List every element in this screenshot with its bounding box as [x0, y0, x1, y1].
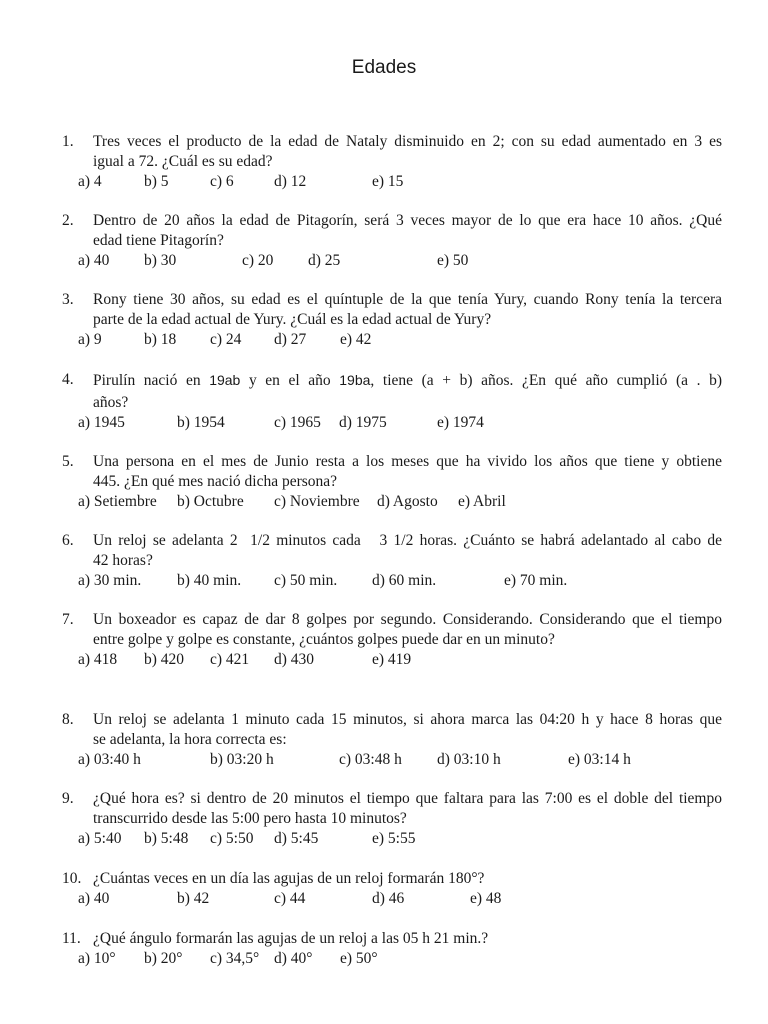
option-d: d) 60 min. — [372, 572, 437, 589]
question-4-line-2: años? — [93, 394, 129, 411]
option-c: c) 34,5° — [210, 950, 260, 967]
option-c: c) 20 — [242, 252, 274, 269]
question-number: 6. — [62, 532, 74, 549]
question-9 — [62, 789, 722, 849]
option-c: c) 1965 — [274, 414, 321, 431]
question-11-options — [62, 949, 722, 969]
question-9-options — [62, 829, 722, 849]
option-b: b) 5:48 — [144, 830, 189, 847]
question-6-line-2: 42 horas? — [93, 552, 153, 569]
option-b: b) 18 — [144, 331, 177, 348]
option-b: b) Octubre — [177, 493, 244, 510]
question-number: 4. — [62, 371, 74, 388]
question-3 — [62, 290, 722, 350]
question-1-options — [62, 172, 722, 192]
question-number: 8. — [62, 711, 74, 728]
question-number: 10. — [62, 870, 82, 887]
question-9-line-2: transcurrido desde las 5:00 pero hasta 10 minutos? — [93, 810, 407, 827]
question-7 — [62, 610, 722, 670]
option-a: a) 4 — [78, 173, 102, 190]
question-1-line-1: 1. Tres veces el producto de la edad de Nataly disminuido en 2; con su edad aumentado en 3 es — [62, 133, 722, 150]
option-a: a) 40 — [78, 252, 110, 269]
option-c: c) Noviembre — [274, 493, 360, 510]
option-e: e) 1974 — [437, 414, 484, 431]
option-e: e) 70 min. — [504, 572, 568, 589]
question-9-line-1: 9. ¿Qué hora es? si dentro de 20 minutos el tiempo que faltara para las 7:00 es el doble del tiempo — [62, 790, 722, 807]
option-d: d) Agosto — [377, 493, 438, 510]
question-8-line-2: se adelanta, la hora correcta es: — [93, 731, 287, 748]
question-number: 11. — [62, 930, 81, 947]
option-e: e) 5:55 — [372, 830, 416, 847]
question-10-line-1: 10. ¿Cuántas veces en un día las agujas de un reloj formarán 180°? — [62, 870, 485, 887]
question-number: 2. — [62, 212, 74, 229]
option-e: e) 42 — [340, 331, 372, 348]
question-6-line-1: 6. Un reloj se adelanta 2 1/2 minutos cada 3 1/2 horas. ¿Cuánto se habrá adelantado al cabo de — [62, 532, 722, 549]
question-number: 3. — [62, 291, 74, 308]
option-e: e) Abril — [458, 493, 506, 510]
option-e: e) 48 — [470, 890, 502, 907]
question-7-line-1: 7. Un boxeador es capaz de dar 8 golpes por segundo. Considerando. Considerando que el tiempo — [62, 611, 722, 628]
option-b: b) 03:20 h — [210, 751, 274, 768]
option-c: c) 03:48 h — [339, 751, 402, 768]
option-b: b) 42 — [177, 890, 210, 907]
option-d: d) 27 — [274, 331, 307, 348]
option-c: c) 24 — [210, 331, 242, 348]
question-number: 7. — [62, 611, 74, 628]
question-1 — [62, 132, 722, 192]
option-e: e) 03:14 h — [568, 751, 631, 768]
question-8 — [62, 710, 722, 770]
option-e: e) 50 — [437, 252, 469, 269]
option-a: a) 40 — [78, 890, 110, 907]
question-3-line-2: parte de la edad actual de Yury. ¿Cuál es la edad actual de Yury? — [93, 311, 492, 328]
option-d: d) 430 — [274, 651, 315, 668]
option-a: a) 9 — [78, 331, 102, 348]
option-d: d) 46 — [372, 890, 405, 907]
question-4-line-1: 4. Pirulín nació en 19ab y en el año 19ba, tiene (a + b) años. ¿En qué año cumplió (a . b) — [62, 371, 722, 389]
question-5-line-1: 5. Una persona en el mes de Junio resta a los meses que ha vivido los años que tiene y obtiene — [62, 453, 722, 470]
question-11-line-1: 11. ¿Qué ángulo formarán las agujas de un reloj a las 05 h 21 min.? — [62, 930, 489, 947]
question-3-line-1: 3. Rony tiene 30 años, su edad es el quíntuple de la que tenía Yury, cuando Rony tenía la tercera — [62, 291, 722, 308]
expression-19ba: 19ba — [339, 372, 371, 388]
question-number: 9. — [62, 790, 74, 807]
option-a: a) Setiembre — [78, 493, 157, 510]
question-2-line-2: edad tiene Pitagorín? — [93, 232, 224, 249]
question-7-line-2: entre golpe y golpe es constante, ¿cuántos golpes puede dar en un minuto? — [93, 631, 555, 648]
question-8-line-1: 8. Un reloj se adelanta 1 minuto cada 15 minutos, si ahora marca las 04:20 h y hace 8 horas que — [62, 711, 722, 728]
option-d: d) 03:10 h — [437, 751, 501, 768]
question-7-options — [62, 650, 722, 670]
question-8-options — [62, 750, 722, 770]
option-d: d) 5:45 — [274, 830, 319, 847]
question-number: 1. — [62, 133, 74, 150]
question-2 — [62, 211, 722, 271]
option-b: b) 20° — [144, 950, 183, 967]
option-e: e) 50° — [340, 950, 378, 967]
option-b: b) 40 min. — [177, 572, 242, 589]
option-a: a) 5:40 — [78, 830, 122, 847]
option-b: b) 5 — [144, 173, 169, 190]
question-5-line-2: 445. ¿En qué mes nació dicha persona? — [93, 473, 338, 490]
question-10-options — [62, 889, 722, 909]
option-d: d) 12 — [274, 173, 307, 190]
option-a: a) 418 — [78, 651, 118, 668]
question-10 — [62, 869, 722, 909]
option-c: c) 50 min. — [274, 572, 338, 589]
question-2-options — [62, 251, 722, 271]
question-5 — [62, 452, 722, 512]
question-4-options — [62, 413, 722, 433]
question-11 — [62, 929, 722, 969]
option-b: b) 420 — [144, 651, 185, 668]
option-d: d) 40° — [274, 950, 313, 967]
question-5-options — [62, 492, 722, 512]
question-1-line-2: igual a 72. ¿Cuál es su edad? — [93, 153, 273, 170]
question-6 — [62, 531, 722, 591]
option-d: d) 1975 — [339, 414, 387, 431]
option-b: b) 1954 — [177, 414, 225, 431]
option-a: a) 10° — [78, 950, 116, 967]
option-b: b) 30 — [144, 252, 177, 269]
option-c: c) 421 — [210, 651, 250, 668]
question-4 — [62, 370, 722, 433]
option-c: c) 5:50 — [210, 830, 254, 847]
option-e: e) 419 — [372, 651, 412, 668]
question-3-options — [62, 330, 722, 350]
option-a: a) 1945 — [78, 414, 125, 431]
question-number: 5. — [62, 453, 74, 470]
page-title: Edades — [351, 57, 417, 78]
question-2-line-1: 2. Dentro de 20 años la edad de Pitagorín, será 3 veces mayor de lo que era hace 10 años. ¿Qué — [62, 212, 722, 229]
option-d: d) 25 — [308, 252, 341, 269]
expression-19ab: 19ab — [209, 372, 241, 388]
option-a: a) 03:40 h — [78, 751, 141, 768]
question-6-options — [62, 571, 722, 591]
option-c: c) 44 — [274, 890, 306, 907]
option-a: a) 30 min. — [78, 572, 142, 589]
option-c: c) 6 — [210, 173, 234, 190]
option-e: e) 15 — [372, 173, 404, 190]
